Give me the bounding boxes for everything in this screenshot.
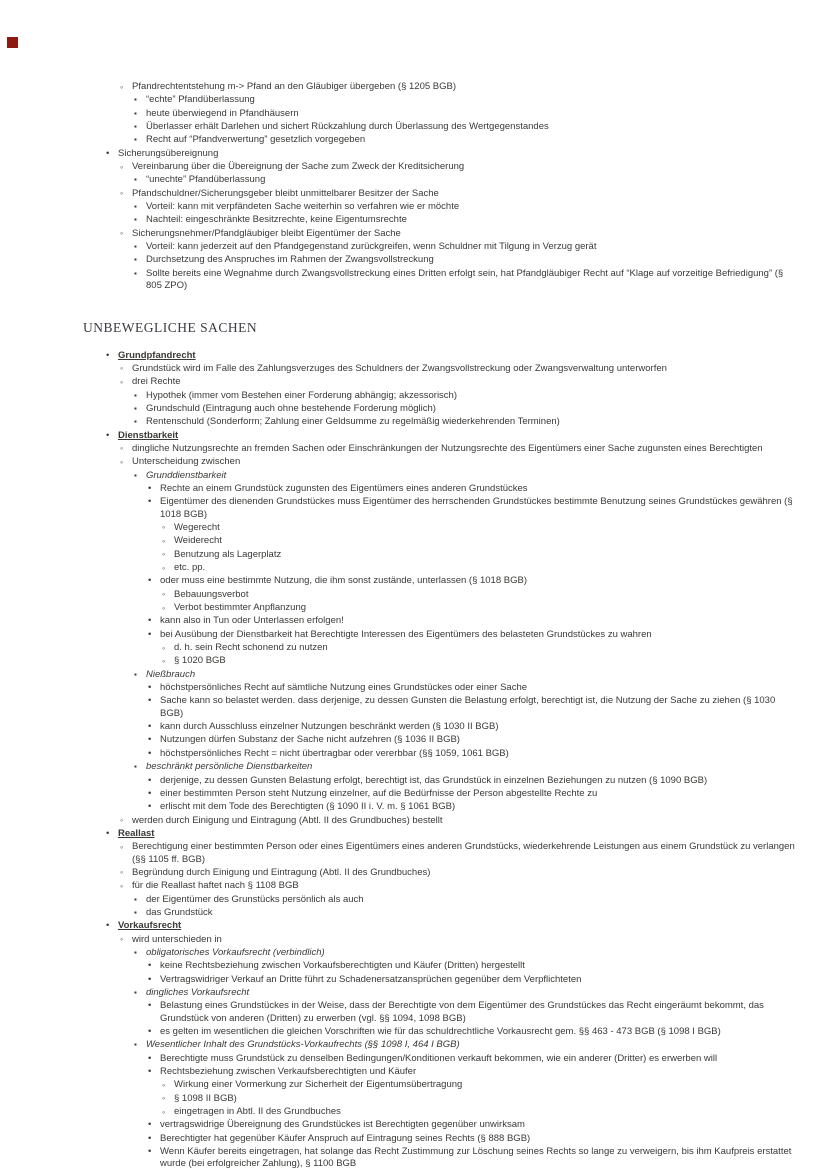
list-item	[148, 682, 798, 694]
list-item	[162, 655, 798, 667]
bullet-marker-circle: ◦	[120, 228, 124, 239]
bullet-list	[148, 1053, 798, 1171]
list-item-text: Sicherungsübereignung	[118, 147, 219, 159]
list-item-text: heute überwiegend in Pfandhäusern	[146, 107, 299, 119]
bullet-marker-square: ▪	[134, 894, 137, 904]
bullet-marker-disc: •	[148, 774, 152, 786]
list-item-text: kann durch Ausschluss einzelner Nutzungen beschränkt werden (§ 1030 II BGB)	[160, 721, 499, 733]
bullet-marker-disc: •	[148, 1052, 152, 1064]
list-item	[134, 416, 798, 428]
bullet-list	[106, 350, 798, 1171]
page-corner-marker	[7, 37, 18, 48]
bullet-marker-disc: •	[148, 747, 152, 759]
bullet-marker-disc: •	[148, 615, 152, 627]
bullet-list	[162, 522, 798, 574]
bullet-marker-circle: ◦	[162, 642, 166, 653]
list-item-text: Vertragswidriger Verkauf an Dritte führt zu Schadenersatzansprüchen gegenüber dem Verpflichteten	[160, 973, 582, 985]
list-item	[134, 907, 798, 919]
bullet-list	[106, 81, 798, 293]
list-item-heading: Vorkaufsrecht	[118, 920, 182, 932]
bullet-marker-square: ▪	[134, 907, 137, 917]
bullet-list	[162, 1079, 798, 1118]
list-item	[134, 403, 798, 415]
list-item-heading: beschränkt persönliche Dienstbarkeiten	[146, 761, 313, 773]
list-item-text: höchstpersönliches Recht auf sämtliche Nutzung eines Grundstückes oder einer Sache	[160, 682, 528, 694]
list-item-text: Rechte an einem Grundstück zugunsten des Eigentümers eines anderen Grundstückes	[160, 482, 528, 494]
bullet-marker-square: ▪	[134, 242, 137, 252]
list-item-text: Verbot bestimmter Anpflanzung	[174, 602, 307, 614]
list-item-text: Hypothek (immer vom Bestehen einer Forderung abhängig; akzessorisch)	[146, 389, 458, 401]
list-item	[120, 363, 798, 375]
list-item-text: dingliche Nutzungsrechte an fremden Sachen oder Einschränkungen der Nutzungsrechte des Eigentümers einer Sache zugunsten eines Berechtigten	[132, 442, 763, 454]
bullet-marker-disc: •	[148, 628, 152, 640]
list-item	[162, 589, 798, 601]
list-item-text: wird unterschieden in	[132, 933, 222, 945]
bullet-marker-disc: •	[106, 429, 110, 441]
list-item	[148, 788, 798, 800]
bullet-marker-square: ▪	[134, 669, 137, 679]
list-item-text: Grundschuld (Eintragung auch ohne bestehende Forderung möglich)	[146, 402, 436, 414]
bullet-list	[148, 1000, 798, 1038]
list-item-text: Belastung eines Grundstückes in der Weise, dass der Berechtigte von dem Eigentümer des Grundstückes das Recht eingeräumt bekommt, das Grundstück von anderen (Dritten) zu erwerben (vgl. §§ 1094, 1098 BGB)	[160, 1000, 764, 1024]
list-item	[148, 575, 798, 614]
bullet-marker-disc: •	[148, 1026, 152, 1038]
list-item	[148, 734, 798, 746]
bullet-marker-disc: •	[148, 1132, 152, 1144]
bullet-marker-square: ▪	[134, 947, 137, 957]
list-item-text: kann also in Tun oder Unterlassen erfolgen!	[160, 615, 344, 627]
list-item	[148, 1119, 798, 1131]
bullet-marker-circle: ◦	[162, 655, 166, 666]
list-item	[148, 775, 798, 787]
list-item	[134, 214, 798, 226]
bullet-marker-circle: ◦	[120, 81, 124, 92]
bullet-marker-circle: ◦	[120, 376, 124, 387]
list-item-text: d. h. sein Recht schonend zu nutzen	[174, 642, 328, 654]
list-item-text: “echte” Pfandüberlassung	[146, 94, 255, 106]
bullet-marker-circle: ◦	[120, 867, 124, 878]
list-item	[148, 721, 798, 733]
list-item-text: es gelten im wesentlichen die gleichen Vorschriften wie für das schuldrechtliche Vorkausrecht gem. §§ 463 - 473 BGB (§ 1098 I BGB)	[160, 1026, 721, 1038]
list-item	[134, 108, 798, 120]
bullet-marker-disc: •	[148, 973, 152, 985]
bullet-list	[120, 443, 798, 827]
list-item	[162, 1079, 798, 1091]
list-item	[106, 828, 798, 919]
list-item	[120, 443, 798, 455]
list-item-text: Nachteil: eingeschränkte Besitzrechte, keine Eigentumsrechte	[146, 214, 407, 226]
list-item	[148, 629, 798, 668]
list-item-text: eingetragen in Abtl. II des Grundbuches	[174, 1106, 341, 1118]
bullet-marker-disc: •	[148, 734, 152, 746]
bullet-list	[134, 241, 798, 292]
list-item	[148, 974, 798, 986]
list-item	[148, 1066, 798, 1118]
list-item	[134, 94, 798, 106]
list-item	[162, 642, 798, 654]
bullet-marker-circle: ◦	[120, 363, 124, 374]
bullet-marker-circle: ◦	[162, 589, 166, 600]
list-item-heading: Nießbrauch	[146, 668, 196, 680]
list-item	[148, 801, 798, 813]
bullet-marker-circle: ◦	[162, 549, 166, 560]
list-item	[134, 987, 798, 1038]
bullet-marker-circle: ◦	[162, 522, 166, 533]
list-item-text: oder muss eine bestimmte Nutzung, die ihm sonst zustände, unterlassen (§ 1018 BGB)	[160, 575, 527, 587]
list-item-text: Unterscheidung zwischen	[132, 456, 241, 468]
bullet-marker-disc: •	[148, 801, 152, 813]
bullet-marker-circle: ◦	[120, 456, 124, 467]
page-content	[83, 80, 798, 1171]
bullet-marker-square: ▪	[134, 762, 137, 772]
list-item	[120, 934, 798, 1171]
list-item-text: keine Rechtsbeziehung zwischen Vorkaufsberechtigten und Käufer (Dritten) hergestellt	[160, 960, 525, 972]
list-item	[148, 496, 798, 574]
list-item-text: § 1020 BGB	[174, 655, 226, 667]
bullet-marker-disc: •	[148, 721, 152, 733]
list-item-text: Eigentümer des dienenden Grundstückes muss Eigentümer des herrschenden Grundstückes bestimmte Benutzung seines Grundstückes gewähren (§ 1018 BGB)	[160, 496, 793, 520]
list-item-heading: Grundpfandrecht	[118, 349, 196, 361]
list-item	[120, 841, 798, 866]
list-item-text: Wirkung einer Vormerkung zur Sicherheit der Eigentumsübertragung	[174, 1079, 463, 1091]
list-item-text: Nutzungen dürfen Substanz der Sache nicht aufzehren (§ 1036 II BGB)	[160, 734, 460, 746]
list-item	[148, 1133, 798, 1145]
list-item-text: Pfandschuldner/Sicherungsgeber bleibt unmittelbarer Besitzer der Sache	[132, 187, 439, 199]
list-item	[120, 161, 798, 187]
bullet-marker-circle: ◦	[120, 934, 124, 945]
bullet-list	[120, 841, 798, 919]
bullet-marker-circle: ◦	[120, 161, 124, 172]
list-item-text: Rechtsbeziehung zwischen Verkaufsberechtigten und Käufer	[160, 1066, 417, 1078]
bullet-marker-circle: ◦	[162, 602, 166, 613]
bullet-marker-disc: •	[106, 349, 110, 361]
list-item	[134, 894, 798, 906]
list-item-text: erlischt mit dem Tode des Berechtigten (§ 1090 II i. V. m. § 1061 BGB)	[160, 801, 456, 813]
list-item	[162, 1106, 798, 1118]
list-item-text: Begründung durch Einigung und Eintragung (Abtl. II des Grundbuches)	[132, 866, 431, 878]
list-item	[162, 549, 798, 561]
list-item-heading: obligatorisches Vorkaufsrecht (verbindlich)	[146, 946, 325, 958]
list-item-text: Pfandrechtentstehung m-> Pfand an den Gläubiger übergeben (§ 1205 BGB)	[132, 81, 457, 92]
bullet-marker-disc: •	[148, 1066, 152, 1078]
bullet-marker-square: ▪	[134, 268, 137, 278]
bullet-marker-disc: •	[148, 1119, 152, 1131]
list-item	[120, 376, 798, 428]
list-item	[148, 695, 798, 720]
list-item	[162, 562, 798, 574]
bullet-list	[120, 161, 798, 292]
list-item-text: werden durch Einigung und Eintragung (Abtl. II des Grundbuches) bestellt	[132, 814, 443, 826]
list-item	[148, 748, 798, 760]
list-item	[134, 1039, 798, 1170]
bullet-marker-disc: •	[148, 695, 152, 707]
list-item	[148, 1146, 798, 1171]
list-item-text: Sicherungsnehmer/Pfandgläubiger bleibt Eigentümer der Sache	[132, 227, 401, 239]
bullet-list	[120, 934, 798, 1171]
list-item	[106, 430, 798, 827]
bullet-marker-disc: •	[148, 482, 152, 494]
list-item-text: § 1098 II BGB)	[174, 1092, 237, 1104]
bullet-list	[134, 94, 798, 146]
list-item-text: Durchsetzung des Anspruches im Rahmen der Zwangsvollstreckung	[146, 254, 434, 266]
list-item-text: Sache kann so belastet werden. dass derjenige, zu dessen Gunsten die Belastung erfolgt, berechtigt ist, die Nutzung der Sache zu ziehen (§ 1030 BGB)	[160, 695, 776, 719]
list-item-text: Wegerecht	[174, 521, 220, 533]
list-item	[106, 148, 798, 293]
list-item	[134, 241, 798, 253]
bullet-marker-square: ▪	[134, 1040, 137, 1050]
bullet-marker-disc: •	[106, 147, 110, 159]
bullet-list	[148, 483, 798, 668]
bullet-marker-square: ▪	[134, 108, 137, 118]
bullet-marker-disc: •	[148, 787, 152, 799]
bullet-marker-square: ▪	[134, 215, 137, 225]
bullet-marker-circle: ◦	[162, 562, 166, 573]
list-item	[134, 121, 798, 133]
list-item	[134, 761, 798, 813]
bullet-marker-square: ▪	[134, 95, 137, 105]
bullet-marker-disc: •	[148, 1146, 152, 1158]
list-item	[120, 188, 798, 227]
list-item-heading: Dienstbarkeit	[118, 429, 179, 441]
continued-list-section	[106, 81, 798, 293]
bullet-list	[162, 589, 798, 615]
list-item	[134, 947, 798, 986]
bullet-list	[120, 363, 798, 429]
list-item-text: für die Reallast haftet nach § 1108 BGB	[132, 880, 299, 892]
list-item-text: “unechte” Pfandüberlassung	[146, 174, 266, 186]
list-item	[148, 1000, 798, 1025]
bullet-list	[134, 201, 798, 227]
list-item	[120, 815, 798, 827]
list-item	[162, 602, 798, 614]
bullet-list	[148, 960, 798, 986]
list-item	[134, 268, 798, 293]
bullet-marker-disc: •	[148, 960, 152, 972]
list-item-text: Bebauungsverbot	[174, 588, 249, 600]
bullet-marker-circle: ◦	[162, 535, 166, 546]
list-item-text: Berechtigter hat gegenüber Käufer Anspruch auf Eintragung seines Rechts (§ 888 BGB)	[160, 1132, 531, 1144]
list-item	[148, 483, 798, 495]
list-item-heading: Grunddienstbarkeit	[146, 469, 227, 481]
bullet-marker-circle: ◦	[120, 815, 124, 826]
bullet-marker-circle: ◦	[162, 1079, 166, 1090]
list-item-text: das Grundstück	[146, 906, 213, 918]
list-item-text: vertragswidrige Übereignung des Grundstückes ist Berechtigten gegenüber unwirksam	[160, 1119, 525, 1131]
list-item	[134, 174, 798, 186]
list-item-text: Benutzung als Lagerplatz	[174, 548, 282, 560]
bullet-marker-circle: ◦	[120, 443, 124, 454]
bullet-list	[162, 642, 798, 668]
list-item	[162, 1093, 798, 1105]
list-item-text: Vereinbarung über die Übereignung der Sache zum Zweck der Kreditsicherung	[132, 161, 465, 173]
list-item	[148, 615, 798, 627]
bullet-marker-disc: •	[148, 1000, 152, 1012]
list-item-text: Sollte bereits eine Wegnahme durch Zwangsvollstreckung eines Dritten erfolgt sein, hat Pfandgläubiger Recht auf “Klage auf vorzeitige Befriedigung” (§ 805 ZPO)	[146, 267, 784, 292]
list-item-text: Berechtigte muss Grundstück zu denselben Bedingungen/Konditionen verkauft bekommen, wie ein anderer (Dritter) es erwerben will	[160, 1052, 718, 1064]
list-item-text: einer bestimmten Person steht Nutzung einzelner, auf die Bedürfnisse der Person abgestellte Rechte zu	[160, 787, 598, 799]
list-item	[162, 522, 798, 534]
bullet-marker-square: ▪	[134, 403, 137, 413]
bullet-marker-disc: •	[148, 496, 152, 508]
list-item-text: derjenige, zu dessen Gunsten Belastung erfolgt, berechtigt ist, das Grundstück in einzelnen Beziehungen zu nutzen (§ 1090 BGB)	[160, 774, 708, 786]
bullet-list	[134, 174, 798, 186]
list-item-text: der Eigentümer des Grunstücks persönlich als auch	[146, 893, 364, 905]
list-item-text: Rentenschuld (Sonderform; Zahlung einer Geldsumme zu regelmäßig wiederkehrenden Terminen)	[146, 416, 560, 428]
bullet-list	[134, 470, 798, 814]
bullet-marker-square: ▪	[134, 122, 137, 132]
bullet-list	[134, 947, 798, 1171]
bullet-list	[148, 775, 798, 814]
list-item-text: Wenn Käufer bereits eingetragen, hat solange das Recht Zustimmung zur Löschung seines Rechts so lange zu verweigern, bis ihm Kaufpreis erstattet wurde (bei erfolgreicher Zahlung), § 1100 BGB	[160, 1146, 792, 1170]
bullet-marker-disc: •	[148, 682, 152, 694]
list-item	[120, 880, 798, 919]
list-item-heading: dingliches Vorkaufsrecht	[146, 987, 250, 998]
section-heading: UNBEWEGLICHE SACHEN	[83, 319, 258, 335]
list-item	[120, 867, 798, 879]
list-item	[106, 350, 798, 429]
list-item-text: bei Ausübung der Dienstbarkeit hat Berechtigte Interessen des Eigentümers des belasteten Grundstückes zu wahren	[160, 628, 652, 640]
bullet-marker-square: ▪	[134, 202, 137, 212]
bullet-marker-square: ▪	[134, 135, 137, 145]
list-item	[134, 470, 798, 668]
list-item	[134, 254, 798, 266]
list-item-text: Weiderecht	[174, 535, 222, 547]
list-item	[120, 456, 798, 813]
unbewegliche-sachen-section	[106, 350, 798, 1171]
list-item	[134, 390, 798, 402]
list-item-heading: Wesentlicher Inhalt des Grundstücks-Vorkaufrechts (§§ 1098 I, 464 I BGB)	[146, 1039, 460, 1051]
bullet-marker-square: ▪	[134, 175, 137, 185]
list-item	[106, 920, 798, 1171]
list-item-text: höchstpersönliches Recht = nicht übertragbar oder vererbbar (§§ 1059, 1061 BGB)	[160, 747, 509, 759]
bullet-marker-disc: •	[106, 920, 110, 932]
list-item	[162, 535, 798, 547]
list-item-text: Berechtigung einer bestimmten Person oder eines Eigentümers eines anderen Grundstücks, wiederkehrende Leistungen aus einem Grundstück zu verlangen (§§ 1105 ff. BGB)	[132, 841, 795, 865]
list-item-text: Grundstück wird im Falle des Zahlungsverzuges des Schuldners der Zwangsvollstreckung oder Zwangsverwaltung unterworfen	[132, 362, 667, 374]
bullet-marker-disc: •	[106, 827, 110, 839]
bullet-marker-circle: ◦	[120, 188, 124, 199]
bullet-marker-circle: ◦	[162, 1106, 166, 1117]
list-item	[134, 134, 798, 146]
list-item-text: Überlasser erhält Darlehen und sichert Rückzahlung durch Überlassung des Wertgegenstandes	[146, 121, 549, 133]
list-item-text: Vorteil: kann mit verpfändeten Sache weiterhin so verfahren wie er möchte	[146, 201, 460, 213]
bullet-marker-circle: ◦	[162, 1093, 166, 1104]
list-item	[120, 228, 798, 293]
bullet-marker-square: ▪	[134, 470, 137, 480]
list-item-heading: Reallast	[118, 827, 155, 839]
list-item	[134, 669, 798, 760]
list-item	[120, 81, 798, 147]
list-item-text: Recht auf “Pfandverwertung” gesetzlich vorgegeben	[146, 134, 366, 146]
bullet-list	[148, 682, 798, 760]
list-item	[148, 1026, 798, 1038]
list-item	[148, 1053, 798, 1065]
bullet-marker-square: ▪	[134, 417, 137, 427]
bullet-list	[134, 894, 798, 920]
bullet-marker-square: ▪	[134, 390, 137, 400]
list-item	[148, 960, 798, 972]
bullet-marker-circle: ◦	[120, 880, 124, 891]
list-item	[134, 201, 798, 213]
bullet-marker-circle: ◦	[120, 841, 124, 852]
bullet-marker-square: ▪	[134, 255, 137, 265]
bullet-marker-square: ▪	[134, 988, 137, 997]
list-item-text: drei Rechte	[132, 376, 181, 388]
bullet-list	[134, 390, 798, 429]
bullet-marker-disc: •	[148, 575, 152, 587]
list-item-text: Vorteil: kann jederzeit auf den Pfandgegenstand zurückgreifen, wenn Schuldner mit Tilgung in Verzug gerät	[146, 241, 597, 253]
list-item-text: etc. pp.	[174, 562, 206, 573]
